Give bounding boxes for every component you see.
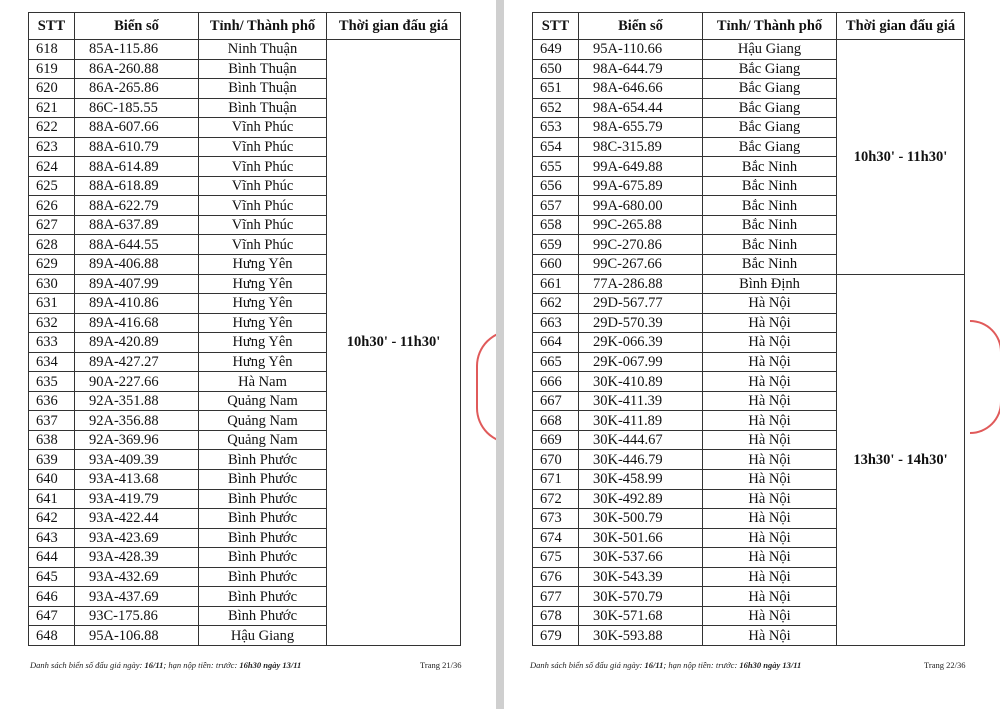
footer-prefix: Danh sách biển số đấu giá ngày: <box>530 660 645 670</box>
plate-table-left <box>28 12 461 646</box>
cell-province: Quảng Nam <box>199 411 327 431</box>
cell-stt: 677 <box>533 587 579 607</box>
cell-province: Hà Nội <box>703 430 837 450</box>
cell-plate-number: 95A-110.66 <box>579 40 703 60</box>
cell-plate-number: 93A-437.69 <box>75 587 199 607</box>
cell-auction-time: 13h30' - 14h30' <box>837 274 965 645</box>
cell-stt: 622 <box>29 118 75 138</box>
cell-stt: 621 <box>29 98 75 118</box>
cell-province: Bình Phước <box>199 567 327 587</box>
cell-stt: 619 <box>29 59 75 79</box>
cell-plate-number: 30K-446.79 <box>579 450 703 470</box>
cell-plate-number: 92A-369.96 <box>75 430 199 450</box>
cell-stt: 644 <box>29 548 75 568</box>
cell-province: Hà Nội <box>703 391 837 411</box>
document-page-right <box>504 0 1000 709</box>
cell-plate-number: 95A-106.88 <box>75 626 199 646</box>
cell-auction-time: 10h30' - 11h30' <box>327 40 461 646</box>
cell-plate-number: 30K-543.39 <box>579 567 703 587</box>
footer-prefix: Danh sách biển số đấu giá ngày: <box>30 660 145 670</box>
cell-stt: 652 <box>533 98 579 118</box>
cell-stt: 678 <box>533 606 579 626</box>
cell-province: Bắc Ninh <box>703 196 837 216</box>
cell-stt: 654 <box>533 137 579 157</box>
cell-province: Hà Nội <box>703 411 837 431</box>
cell-plate-number: 86A-260.88 <box>75 59 199 79</box>
footer-deadline: 16h30 ngày 13/11 <box>739 660 802 670</box>
cell-plate-number: 99C-265.88 <box>579 215 703 235</box>
cell-stt: 649 <box>533 40 579 60</box>
footer-deadline: 16h30 ngày 13/11 <box>239 660 302 670</box>
cell-plate-number: 30K-571.68 <box>579 606 703 626</box>
header-stt: STT <box>533 13 579 40</box>
cell-plate-number: 89A-420.89 <box>75 333 199 353</box>
footer-middle: ; hạn nộp tiền: trước: <box>663 660 740 670</box>
cell-stt: 675 <box>533 548 579 568</box>
cell-stt: 643 <box>29 528 75 548</box>
cell-stt: 635 <box>29 372 75 392</box>
cell-plate-number: 30K-410.89 <box>579 372 703 392</box>
cell-stt: 624 <box>29 157 75 177</box>
cell-plate-number: 30K-570.79 <box>579 587 703 607</box>
cell-plate-number: 88A-637.89 <box>75 215 199 235</box>
cell-stt: 626 <box>29 196 75 216</box>
cell-stt: 636 <box>29 391 75 411</box>
cell-stt: 638 <box>29 430 75 450</box>
cell-stt: 672 <box>533 489 579 509</box>
cell-province: Bình Phước <box>199 509 327 529</box>
cell-stt: 648 <box>29 626 75 646</box>
cell-plate-number: 98A-654.44 <box>579 98 703 118</box>
cell-province: Bắc Giang <box>703 118 837 138</box>
header-thoi-gian: Thời gian đấu giá <box>837 13 965 40</box>
cell-province: Bình Phước <box>199 606 327 626</box>
cell-province: Hà Nội <box>703 626 837 646</box>
cell-province: Hậu Giang <box>703 40 837 60</box>
cell-plate-number: 30K-411.89 <box>579 411 703 431</box>
header-bien-so: Biển số <box>579 13 703 40</box>
cell-plate-number: 86C-185.55 <box>75 98 199 118</box>
table-row <box>533 274 965 294</box>
cell-stt: 641 <box>29 489 75 509</box>
cell-plate-number: 30K-492.89 <box>579 489 703 509</box>
cell-province: Bình Thuận <box>199 98 327 118</box>
cell-plate-number: 29D-567.77 <box>579 294 703 314</box>
cell-plate-number: 93A-428.39 <box>75 548 199 568</box>
cell-province: Bình Phước <box>199 528 327 548</box>
cell-plate-number: 77A-286.88 <box>579 274 703 294</box>
page-footer-left <box>30 660 301 670</box>
cell-plate-number: 93A-432.69 <box>75 567 199 587</box>
cell-province: Bình Phước <box>199 587 327 607</box>
cell-plate-number: 29K-067.99 <box>579 352 703 372</box>
cell-province: Bắc Ninh <box>703 176 837 196</box>
red-seal-stamp-left <box>476 330 496 444</box>
cell-stt: 631 <box>29 294 75 314</box>
cell-plate-number: 92A-356.88 <box>75 411 199 431</box>
cell-plate-number: 89A-416.68 <box>75 313 199 333</box>
cell-plate-number: 30K-444.67 <box>579 430 703 450</box>
cell-stt: 664 <box>533 333 579 353</box>
cell-province: Hưng Yên <box>199 294 327 314</box>
footer-auction-date: 16/11 <box>644 660 664 670</box>
cell-plate-number: 98C-315.89 <box>579 137 703 157</box>
cell-stt: 659 <box>533 235 579 255</box>
cell-province: Bình Phước <box>199 548 327 568</box>
cell-province: Bắc Giang <box>703 137 837 157</box>
cell-plate-number: 30K-411.39 <box>579 391 703 411</box>
cell-province: Bắc Ninh <box>703 235 837 255</box>
table-header-row <box>29 13 461 40</box>
header-bien-so: Biển số <box>75 13 199 40</box>
cell-plate-number: 88A-644.55 <box>75 235 199 255</box>
cell-province: Hưng Yên <box>199 352 327 372</box>
cell-province: Bình Phước <box>199 489 327 509</box>
cell-plate-number: 99A-649.88 <box>579 157 703 177</box>
cell-plate-number: 30K-593.88 <box>579 626 703 646</box>
cell-stt: 634 <box>29 352 75 372</box>
cell-plate-number: 90A-227.66 <box>75 372 199 392</box>
cell-province: Hà Nội <box>703 333 837 353</box>
cell-stt: 676 <box>533 567 579 587</box>
cell-province: Hà Nội <box>703 313 837 333</box>
cell-stt: 657 <box>533 196 579 216</box>
cell-plate-number: 92A-351.88 <box>75 391 199 411</box>
cell-province: Vĩnh Phúc <box>199 137 327 157</box>
cell-stt: 655 <box>533 157 579 177</box>
cell-stt: 667 <box>533 391 579 411</box>
cell-province: Hà Nội <box>703 587 837 607</box>
table-header-row <box>533 13 965 40</box>
header-stt: STT <box>29 13 75 40</box>
cell-province: Bình Thuận <box>199 79 327 99</box>
cell-stt: 651 <box>533 79 579 99</box>
cell-stt: 620 <box>29 79 75 99</box>
cell-stt: 656 <box>533 176 579 196</box>
header-thoi-gian: Thời gian đấu giá <box>327 13 461 40</box>
cell-stt: 663 <box>533 313 579 333</box>
cell-stt: 658 <box>533 215 579 235</box>
footer-middle: ; hạn nộp tiền: trước: <box>163 660 240 670</box>
cell-province: Hà Nội <box>703 548 837 568</box>
cell-stt: 625 <box>29 176 75 196</box>
cell-stt: 627 <box>29 215 75 235</box>
cell-stt: 633 <box>29 333 75 353</box>
cell-plate-number: 99C-267.66 <box>579 255 703 275</box>
cell-stt: 666 <box>533 372 579 392</box>
cell-province: Ninh Thuận <box>199 40 327 60</box>
table-row <box>533 40 965 60</box>
cell-plate-number: 98A-646.66 <box>579 79 703 99</box>
cell-stt: 618 <box>29 40 75 60</box>
header-tinh: Tỉnh/ Thành phố <box>199 13 327 40</box>
cell-province: Bình Thuận <box>199 59 327 79</box>
cell-province: Bắc Giang <box>703 59 837 79</box>
cell-province: Bắc Giang <box>703 98 837 118</box>
cell-stt: 647 <box>29 606 75 626</box>
table-row <box>29 40 461 60</box>
cell-plate-number: 99C-270.86 <box>579 235 703 255</box>
cell-stt: 645 <box>29 567 75 587</box>
cell-plate-number: 98A-644.79 <box>579 59 703 79</box>
cell-province: Hà Nội <box>703 489 837 509</box>
cell-plate-number: 85A-115.86 <box>75 40 199 60</box>
cell-stt: 665 <box>533 352 579 372</box>
cell-province: Bình Phước <box>199 470 327 490</box>
page-gutter <box>496 0 504 709</box>
cell-province: Hà Nội <box>703 294 837 314</box>
page-number-left: Trang 21/36 <box>420 660 462 670</box>
document-page-left <box>0 0 496 709</box>
cell-province: Vĩnh Phúc <box>199 215 327 235</box>
cell-stt: 628 <box>29 235 75 255</box>
cell-stt: 630 <box>29 274 75 294</box>
cell-plate-number: 99A-675.89 <box>579 176 703 196</box>
header-tinh: Tỉnh/ Thành phố <box>703 13 837 40</box>
cell-plate-number: 88A-618.89 <box>75 176 199 196</box>
cell-province: Vĩnh Phúc <box>199 157 327 177</box>
plate-table-right <box>532 12 965 646</box>
page-number-right: Trang 22/36 <box>924 660 966 670</box>
cell-province: Hà Nội <box>703 450 837 470</box>
cell-province: Vĩnh Phúc <box>199 235 327 255</box>
cell-province: Hậu Giang <box>199 626 327 646</box>
cell-stt: 670 <box>533 450 579 470</box>
cell-province: Bắc Ninh <box>703 255 837 275</box>
red-seal-stamp-right <box>970 320 1000 434</box>
cell-stt: 650 <box>533 59 579 79</box>
cell-stt: 637 <box>29 411 75 431</box>
cell-plate-number: 89A-410.86 <box>75 294 199 314</box>
cell-province: Hà Nội <box>703 606 837 626</box>
cell-stt: 673 <box>533 509 579 529</box>
cell-plate-number: 93C-175.86 <box>75 606 199 626</box>
cell-plate-number: 30K-537.66 <box>579 548 703 568</box>
cell-plate-number: 89A-406.88 <box>75 255 199 275</box>
cell-plate-number: 88A-614.89 <box>75 157 199 177</box>
cell-stt: 646 <box>29 587 75 607</box>
footer-auction-date: 16/11 <box>144 660 164 670</box>
cell-stt: 632 <box>29 313 75 333</box>
page-footer-right <box>530 660 801 670</box>
cell-plate-number: 30K-501.66 <box>579 528 703 548</box>
cell-plate-number: 30K-458.99 <box>579 470 703 490</box>
cell-plate-number: 89A-427.27 <box>75 352 199 372</box>
cell-stt: 629 <box>29 255 75 275</box>
cell-province: Hưng Yên <box>199 333 327 353</box>
cell-stt: 679 <box>533 626 579 646</box>
cell-province: Bắc Giang <box>703 79 837 99</box>
cell-province: Hà Nam <box>199 372 327 392</box>
cell-province: Hà Nội <box>703 352 837 372</box>
cell-province: Hà Nội <box>703 509 837 529</box>
cell-plate-number: 93A-422.44 <box>75 509 199 529</box>
cell-plate-number: 93A-423.69 <box>75 528 199 548</box>
cell-plate-number: 88A-622.79 <box>75 196 199 216</box>
cell-province: Bình Định <box>703 274 837 294</box>
cell-province: Vĩnh Phúc <box>199 118 327 138</box>
cell-plate-number: 98A-655.79 <box>579 118 703 138</box>
cell-province: Hà Nội <box>703 567 837 587</box>
cell-province: Bắc Ninh <box>703 157 837 177</box>
cell-stt: 674 <box>533 528 579 548</box>
cell-stt: 668 <box>533 411 579 431</box>
cell-plate-number: 86A-265.86 <box>75 79 199 99</box>
cell-province: Hưng Yên <box>199 313 327 333</box>
cell-stt: 669 <box>533 430 579 450</box>
cell-plate-number: 88A-610.79 <box>75 137 199 157</box>
cell-stt: 671 <box>533 470 579 490</box>
cell-province: Quảng Nam <box>199 391 327 411</box>
cell-province: Hà Nội <box>703 528 837 548</box>
cell-plate-number: 30K-500.79 <box>579 509 703 529</box>
cell-stt: 642 <box>29 509 75 529</box>
cell-province: Hưng Yên <box>199 255 327 275</box>
cell-province: Hà Nội <box>703 372 837 392</box>
cell-province: Quảng Nam <box>199 430 327 450</box>
cell-province: Hà Nội <box>703 470 837 490</box>
cell-stt: 623 <box>29 137 75 157</box>
cell-stt: 660 <box>533 255 579 275</box>
cell-plate-number: 93A-419.79 <box>75 489 199 509</box>
cell-stt: 662 <box>533 294 579 314</box>
cell-province: Bình Phước <box>199 450 327 470</box>
cell-stt: 661 <box>533 274 579 294</box>
cell-plate-number: 29K-066.39 <box>579 333 703 353</box>
cell-plate-number: 93A-413.68 <box>75 470 199 490</box>
cell-province: Vĩnh Phúc <box>199 196 327 216</box>
cell-stt: 640 <box>29 470 75 490</box>
cell-province: Hưng Yên <box>199 274 327 294</box>
cell-plate-number: 93A-409.39 <box>75 450 199 470</box>
cell-plate-number: 88A-607.66 <box>75 118 199 138</box>
cell-stt: 639 <box>29 450 75 470</box>
cell-province: Bắc Ninh <box>703 215 837 235</box>
cell-stt: 653 <box>533 118 579 138</box>
cell-plate-number: 89A-407.99 <box>75 274 199 294</box>
cell-province: Vĩnh Phúc <box>199 176 327 196</box>
cell-plate-number: 29D-570.39 <box>579 313 703 333</box>
cell-auction-time: 10h30' - 11h30' <box>837 40 965 275</box>
cell-plate-number: 99A-680.00 <box>579 196 703 216</box>
